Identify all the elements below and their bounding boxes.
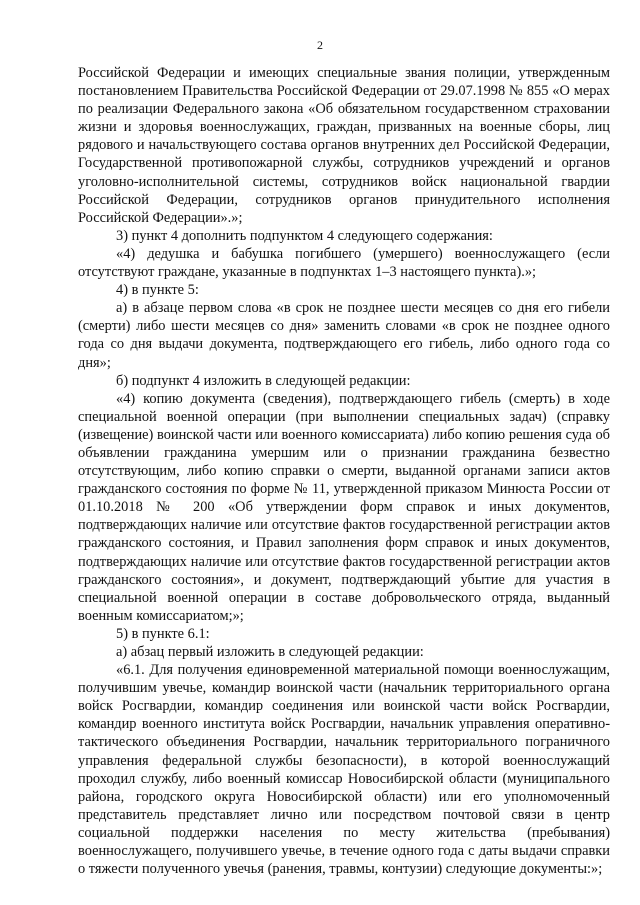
paragraph-item-4b: б) подпункт 4 изложить в следующей редакции:	[116, 372, 411, 389]
paragraph-quote-4: «4) дедушка и бабушка погибшего (умершего) военнослужащего (если отсутствуют граждане, указанные в подпунктах 1–3 настоящего пункта).»;	[78, 245, 610, 281]
paragraph-continuation: Российской Федерации и имеющих специальные звания полиции, утвержденным постановлением Правительства Российской Федерации от 29.07.1998 № 855 «О мерах по реализации Федерального закона «Об обязательном государственном страховании жизни и здоровья военнослужащих, граждан, призванных на военные сборы, лиц рядового и начальствующего состава органов внутренних дел Российской Федерации, Государственной противопожарной службы, сотрудников учреждений и органов уголовно-исполнительной системы, сотрудников войск национальной гвардии Российской Федерации, сотрудников органов принудительного исполнения Российской Федерации».»;	[78, 65, 610, 226]
paragraph-quote-6-1: «6.1. Для получения единовременной материальной помощи военнослужащим, получившим увечье, командир воинской части (начальник территориального органа войск Росгвардии, командир соединения или воинской части войск Росгвардии, командир военного института войск Росгвардии, начальник управления оперативно-тактического объединения Росгвардии, начальник территориального пограничного управления федеральной службы безопасности), в которой военнослужащий проходил службу, либо военный комиссар Новосибирской области (муниципального района, городского округа Новосибирской области) или его уполномоченный представитель представляет лично или посредством почтовой связи в центр социальной поддержки населения по месту жительства (пребывания) военнослужащего, получившего увечье, в течение одного года с даты выдачи справки о тяжести полученного увечья (ранения, травмы, контузии) следующие документы:»;	[78, 662, 610, 878]
paragraph-item-5: 5) в пункте 6.1:	[116, 625, 210, 642]
paragraph-quote-subitem-4: «4) копию документа (сведения), подтверждающего гибель (смерть) в ходе специальной военной операции (при выполнении специальных задач) (справку (извещение) воинской части или военного комиссариата) либо копию решения суда об объявлении гражданина умершим или о признании гражданина безвестно отсутствующим, либо копию справки о смерти, выданной органами записи актов гражданского состояния по форме № 11, утвержденной приказом Минюста России от 01.10.2018 № 200 «Об утверждении форм справок и иных документов, подтверждающих наличие или отсутствие фактов государственной регистрации актов гражданского состояния, и Правил заполнения форм справок и иных документов, подтверждающих наличие или отсутствие фактов государственной регистрации актов гражданского состояния», и документ, подтверждающий убытие для участия в специальной военной операции в составе добровольческого отряда, выданный военным комиссариатом;»;	[78, 390, 610, 624]
page-number: 2	[317, 38, 323, 52]
document-body	[78, 64, 610, 878]
paragraph-item-5a: а) абзац первый изложить в следующей редакции:	[116, 644, 424, 660]
paragraph-item-4a: а) в абзаце первом слова «в срок не позднее шести месяцев со дня его гибели (смерти) либо шести месяцев со дня» заменить словами «в срок не позднее одного года со дня выдачи документа, подтверждающего его гибель, либо одного года со дня»;	[78, 300, 610, 371]
paragraph-item-3: 3) пункт 4 дополнить подпунктом 4 следующего содержания:	[116, 227, 493, 244]
paragraph-item-4: 4) в пункте 5:	[116, 282, 199, 299]
